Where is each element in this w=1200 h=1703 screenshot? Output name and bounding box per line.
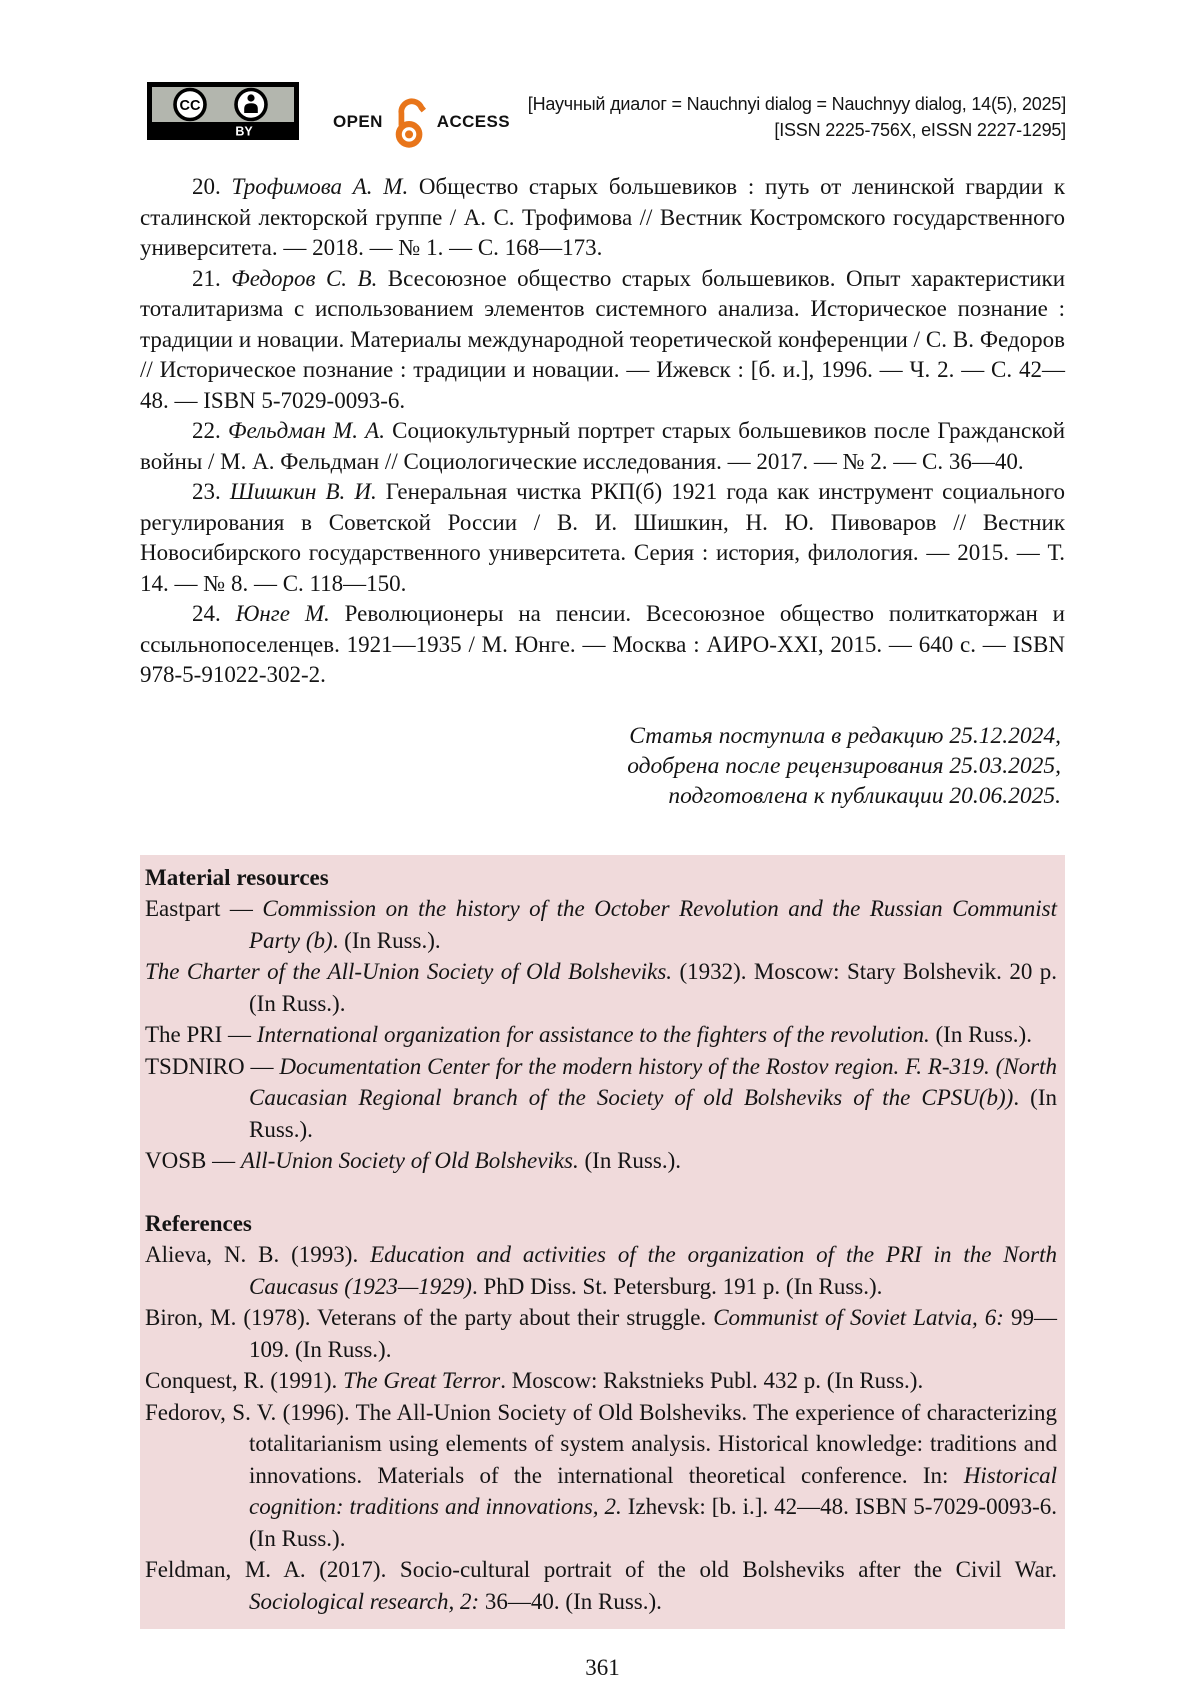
published-date-line: подготовлена к публикации 20.06.2025. <box>668 782 1061 809</box>
cc-by-license-badge <box>147 82 299 140</box>
section-spacer <box>145 1177 1057 1208</box>
reference-entry: Biron, M. (1978). Veterans of the party about their struggle. Communist of Soviet Latvia, 6: 99—109. (In Russ.). <box>145 1305 1058 1362</box>
material-resource-entry: VOSB — All-Union Society of Old Bolsheviks. (In Russ.). <box>145 1148 681 1173</box>
approved-date-line: одобрена после рецензирования 25.03.2025, <box>627 752 1061 779</box>
cc-icon <box>175 90 205 120</box>
open-access-access-label: ACCESS <box>436 112 511 131</box>
reference-entry: Fedorov, S. V. (1996). The All-Union Society of Old Bolsheviks. The experience of characterizing totalitarianism using elements of system analysis. Historical knowledge: traditions and innovations. Materials of the international theoretical conference. In: Historical cognition: traditions and innovations, 2. Izhevsk: [b. i.]. 42—48. ISBN 5-7029-0093-6. (In Russ.). <box>145 1399 1057 1551</box>
bibliography-entry: 23. Шишкин В. И. Генеральная чистка РКП(б) 1921 года как инструмент социального регулирования в Советской России / В. И. Шишкин, Н. Ю. Пивоваров // Вестник Новосибирского государственного университета. Серия : история, филология. — 2015. — Т. 14. — № 8. — С. 118—150. <box>140 479 1065 596</box>
open-access-logo <box>333 96 510 148</box>
reference-entry: Alieva, N. B. (1993). Education and activities of the organization of the PRI in the North Caucasus (1923—1929). PhD Diss. St. Petersburg. 191 p. (In Russ.). <box>145 1242 1057 1299</box>
references-list <box>145 1239 1057 1617</box>
reference-entry: Feldman, M. A. (2017). Socio-cultural portrait of the old Bolsheviks after the Civil War. Sociological research, 2: 36—40. (In Russ.). <box>145 1557 1057 1614</box>
bibliography-entry: 24. Юнге М. Революционеры на пенсии. Всесоюзное общество политкаторжан и ссыльнопоселенцев. 1921—1935 / М. Юнге. — Москва : АИРО-XXI, 2015. — 640 с. — ISBN 978-5-91022-302-2. <box>140 601 1065 687</box>
page-number: 361 <box>585 1655 620 1680</box>
material-resource-entry: The Charter of the All-Union Society of Old Bolsheviks. (1932). Moscow: Stary Bolshevik. 20 p. (In Russ.). <box>145 959 1057 1016</box>
received-date-line: Статья поступила в редакцию 25.12.2024, <box>629 722 1061 749</box>
material-resources-heading: Material resources <box>145 864 329 890</box>
journal-issn-line: [ISSN 2225-756X, eISSN 2227-1295] <box>774 119 1066 140</box>
material-resource-entry: The PRI — International organization for assistance to the fighters of the revolution. (In Russ.). <box>145 1022 1032 1047</box>
material-resource-entry: Eastpart — Commission on the history of the October Revolution and the Russian Communist Party (b). (In Russ.). <box>145 896 1057 953</box>
material-resource-entry: TSDNIRO — Documentation Center for the modern history of the Rostov region. F. R-319. (North Caucasian Regional branch of the Society of old Bolsheviks of the CPSU(b)). (In Russ.). <box>145 1053 1058 1142</box>
person-icon <box>236 90 266 120</box>
open-lock-icon <box>390 96 430 148</box>
cc-by-label: BY <box>235 124 253 139</box>
bibliography-entry: 20. Трофимова А. М. Общество старых большевиков : путь от ленинской гвардии к сталинской лекторской группе / А. С. Трофимова // Вестник Костромского государственного университета. — 2018. — № 1. — С. 168—173. <box>140 174 1066 260</box>
open-access-open-label: OPEN <box>333 112 383 131</box>
references-heading: References <box>145 1210 252 1236</box>
submission-dates <box>140 721 1065 811</box>
english-references-block <box>140 855 1065 1630</box>
journal-info <box>528 82 1066 143</box>
reference-entry: Conquest, R. (1991). The Great Terror. Moscow: Rakstnieks Publ. 432 p. (In Russ.). <box>145 1368 924 1393</box>
material-resources-list <box>145 893 1057 1177</box>
bibliography-ru <box>140 172 1065 691</box>
journal-title-line: [Научный диалог = Nauchnyi dialog = Nauchnyy dialog, 14(5), 2025] <box>527 94 1066 114</box>
page-content <box>140 172 1065 1681</box>
svg-text:CC: CC <box>179 98 201 114</box>
page-header <box>147 82 1066 148</box>
bibliography-entry: 22. Фельдман М. А. Социокультурный портрет старых большевиков после Гражданской войны / М. А. Фельдман // Социологические исследования. — 2017. — № 2. — С. 36—40. <box>140 418 1066 474</box>
bibliography-entry: 21. Федоров С. В. Всесоюзное общество старых большевиков. Опыт характеристики тоталитаризма с использованием элементов системного анализа. Историческое познание : традиции и новации. Материалы международной теоретической конференции / С. В. Федоров // Историческое познание : традиции и новации. — Ижевск : [б. и.], 1996. — Ч. 2. — С. 42—48. — ISBN 5-7029-0093-6. <box>140 265 1066 413</box>
